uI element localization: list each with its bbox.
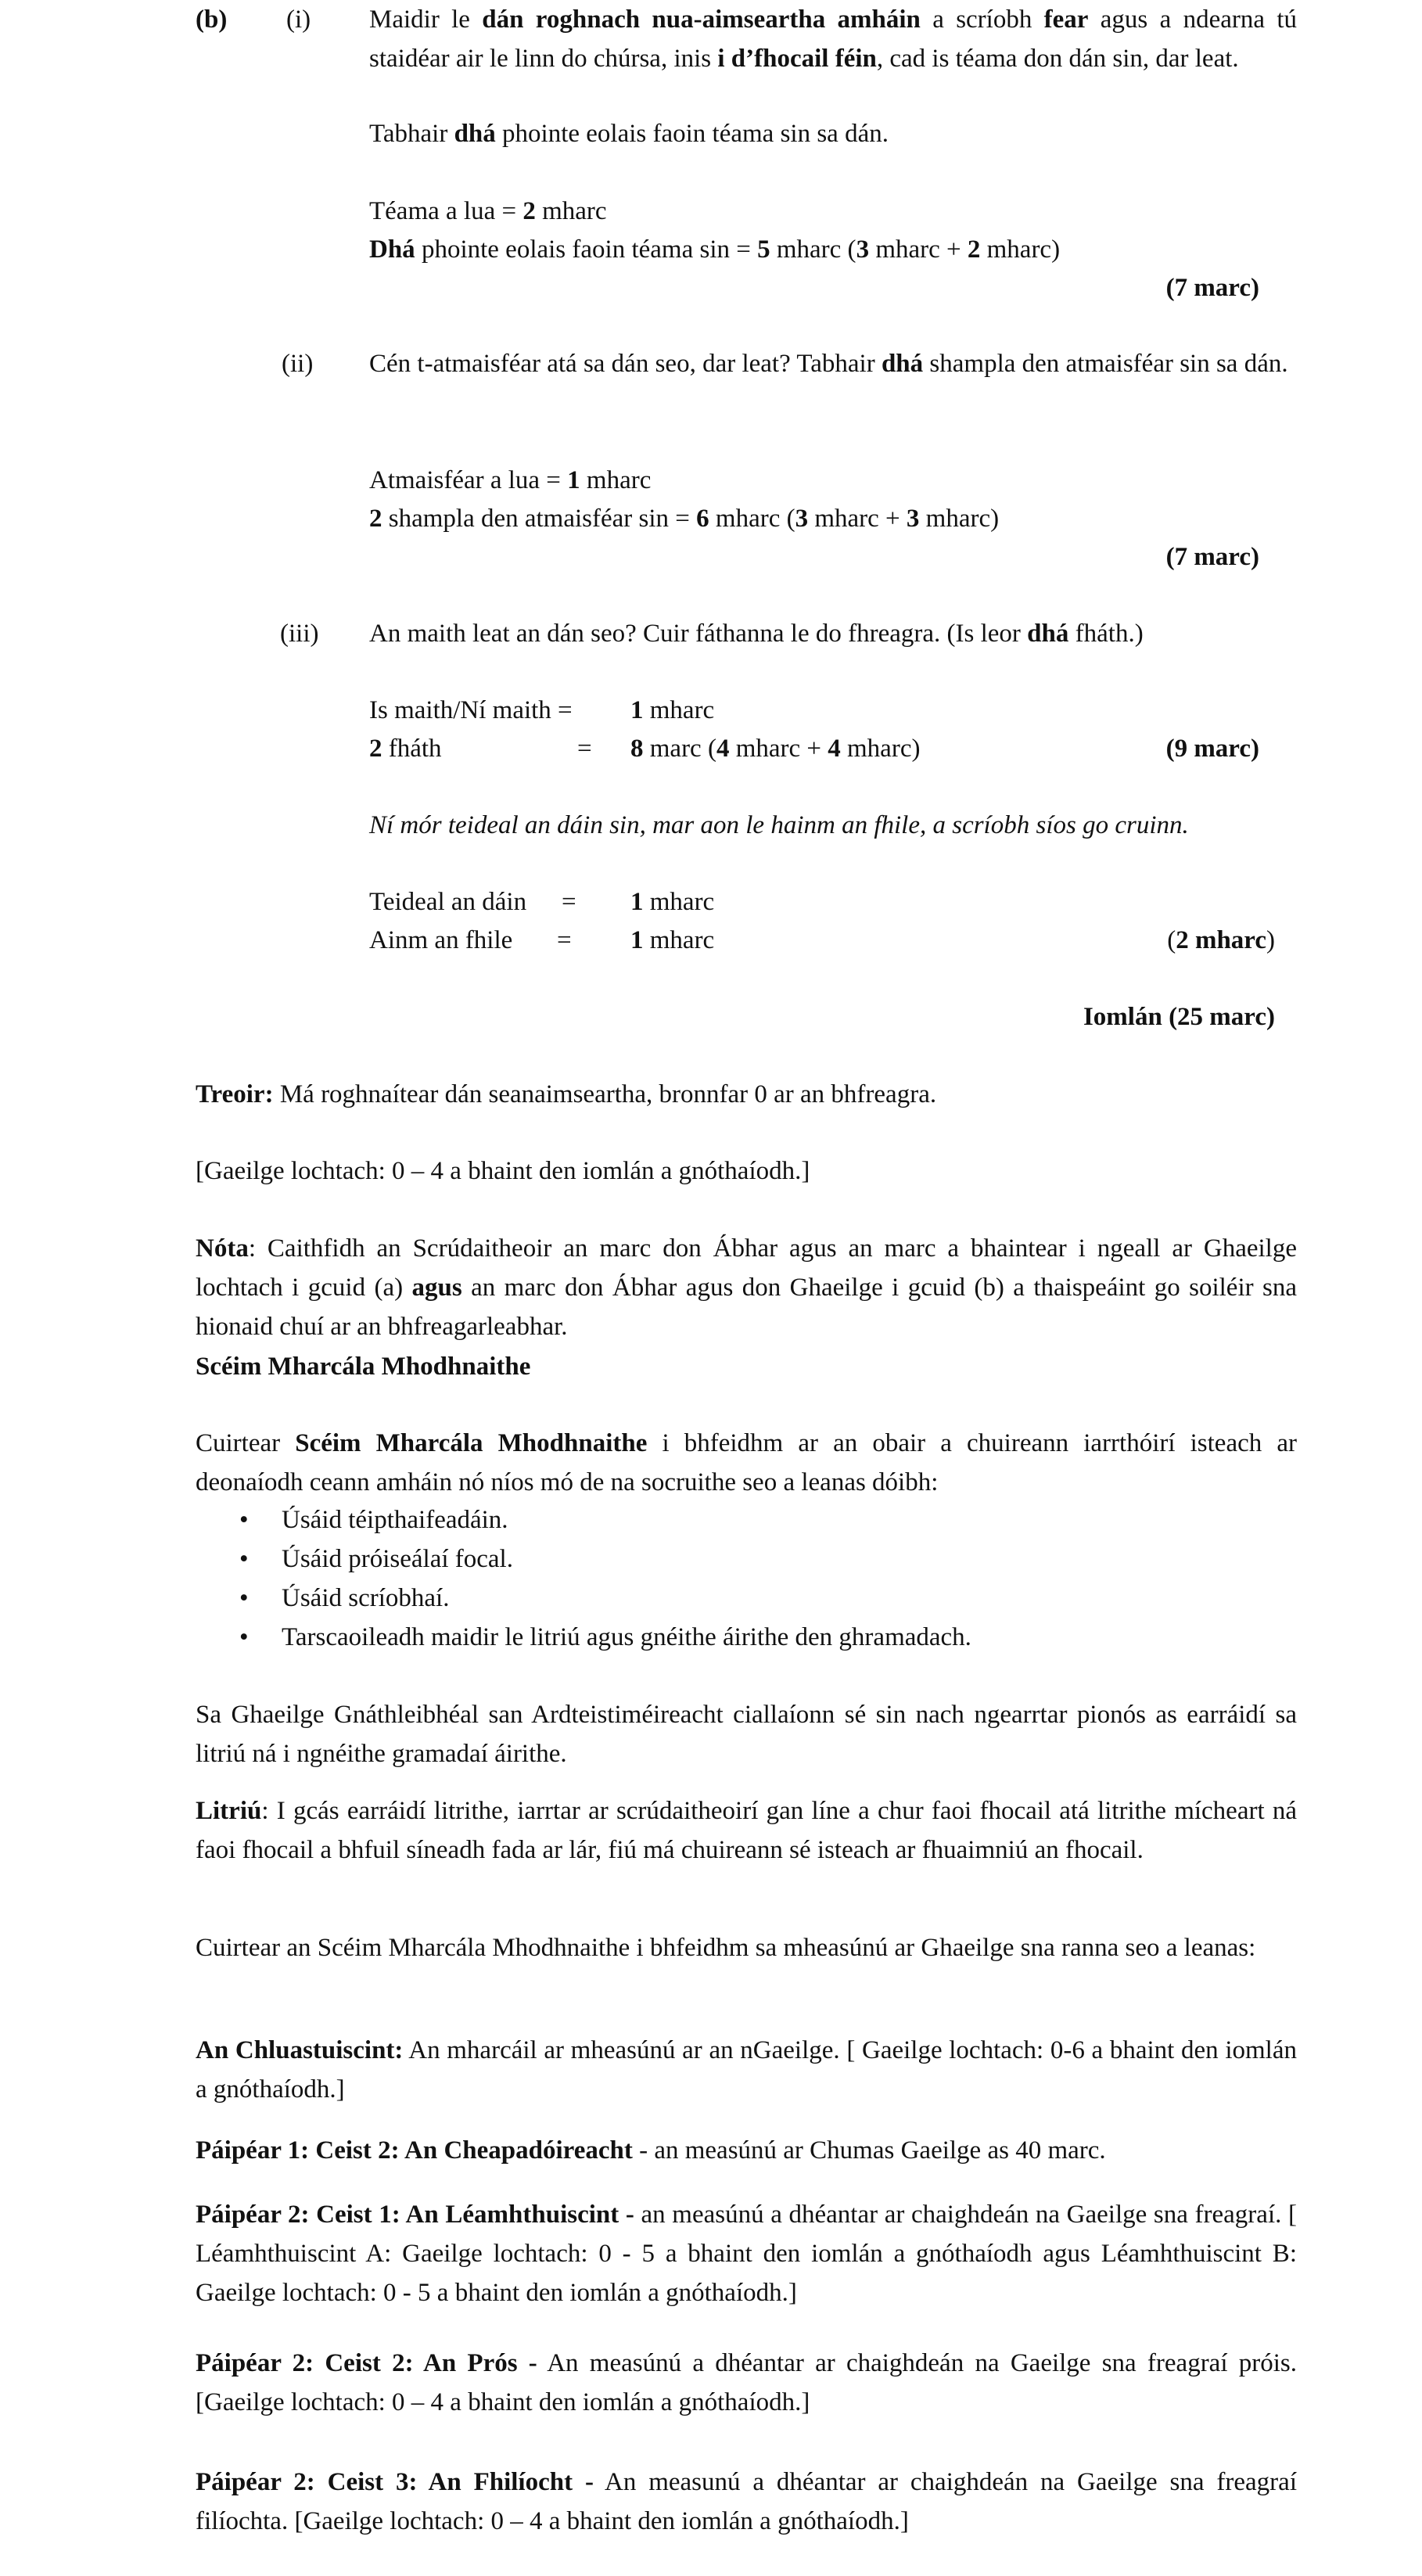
treoir-paragraph: Treoir: Má roghnaítear dán seanaimseartha, bronnfar 0 ar an bhfreagra.	[196, 1080, 937, 1108]
nota-paragraph: Nóta: Caithfidh an Scrúdaitheoir an marc don Ábhar agus an marc a bhaintear i ngeall ar Ghaeilge lochtach i gcuid (a) agus an marc don Ábhar agus don Ghaeilge i gcuid (b) a thaispeáint go soiléir sna hionaid chuí ar an bhfreagarleabhar.	[196, 1234, 1297, 1341]
paipear2-ceist3-paragraph: Páipéar 2: Ceist 3: An Fhilíocht - An measunú a dhéantar ar chaighdeán na Gaeilge sna freagraí filíochta. [Gaeilge lochtach: 0 – 4 a bhaint den iomlán a gnóthaíodh.]	[196, 2468, 1297, 2535]
marks-total: (2 mharc)	[1167, 926, 1275, 954]
bullet-icon: •	[239, 1584, 249, 1612]
gaeilge-lochtach-note: [Gaeilge lochtach: 0 – 4 a bhaint den iomlán a gnóthaíodh.]	[196, 1157, 810, 1185]
paipear1-paragraph: Páipéar 1: Ceist 2: An Cheapadóireacht - an measúnú ar Chumas Gaeilge as 40 marc.	[196, 2136, 1106, 2165]
mark-line: Atmaisféar a lua = 1 mharc	[369, 466, 652, 494]
mark-label: Ainm an fhile	[369, 926, 513, 954]
mark-value: 1 mharc	[630, 696, 715, 724]
litriu-paragraph: Litriú: I gcás earráidí litrithe, iarrtar ar scrúdaitheoirí gan líne a chur faoi fhocail atá litrithe mícheart ná faoi fhocail a bhfuil síneadh fada ar lár, fiú má chuireann sé isteach ar fhuaimniú an fhocail.	[196, 1797, 1297, 1864]
mark-value: 8 marc (4 mharc + 4 mharc)	[630, 735, 921, 763]
marks-total: (9 marc)	[1165, 735, 1259, 763]
grand-total: Iomlán (25 marc)	[1083, 1003, 1275, 1031]
italic-note: Ní mór teideal an dáin sin, mar aon le hainm an fhile, a scríobh síos go cruinn.	[369, 811, 1189, 839]
list-item: • Úsáid téipthaifeadáin.	[282, 1500, 971, 1539]
mark-label: 2 fháth	[369, 735, 442, 763]
question-i-instruction: Tabhair dhá phointe eolais faoin téama sin sa dán.	[369, 120, 889, 148]
mark-line: Téama a lua = 2 mharc	[369, 197, 607, 225]
marks-total: (7 marc)	[1165, 274, 1259, 302]
question-number-i: (i)	[286, 5, 311, 34]
question-number-ii: (ii)	[282, 350, 314, 378]
list-item: • Úsáid scríobhaí.	[282, 1579, 971, 1618]
mark-equals: =	[557, 926, 572, 954]
sceim-intro-paragraph: Cuirtear Scéim Mharcála Mhodhnaithe i bhfeidhm ar an obair a chuireann iarrthóirí isteach ar deonaíodh ceann amháin nó níos mó de na socruithe seo a leanas dóibh:	[196, 1429, 1297, 1496]
mark-line: Dhá phointe eolais faoin téama sin = 5 mharc (3 mharc + 2 mharc)	[369, 235, 1061, 264]
paipear2-ceist1-paragraph: Páipéar 2: Ceist 1: An Léamhthuiscint - an measúnú a dhéantar ar chaighdeán na Gaeilge sna freagraí. [ Léamhthuiscint A: Gaeilge lochtach: 0 - 5 a bhaint den iomlán a gnóthaíodh agus Léamhthuiscint B: Gaeilge lochtach: 0 - 5 a bhaint den iomlán a gnóthaíodh.]	[196, 2201, 1297, 2307]
mark-equals: =	[562, 888, 576, 916]
mark-equals: =	[577, 735, 592, 763]
chluastuiscint-paragraph: An Chluastuiscint: An mharcáil ar mheasúnú ar an nGaeilge. [ Gaeilge lochtach: 0-6 a bhaint den iomlán a gnóthaíodh.]	[196, 2036, 1297, 2104]
question-i-text: Maidir le dán roghnach nua-aimseartha amháin a scríobh fear agus a ndearna tú staidéar air le linn do chúrsa, inis i d’fhocail féin, cad is téama don dán sin, dar leat.	[369, 5, 1297, 73]
mark-label: Teideal an dáin	[369, 888, 527, 916]
mark-label: Is maith/Ní maith =	[369, 696, 573, 724]
bullet-icon: •	[239, 1623, 249, 1651]
list-item: • Tarscaoileadh maidir le litriú agus gnéithe áirithe den ghramadach.	[282, 1618, 971, 1657]
question-iii-text: An maith leat an dán seo? Cuir fáthanna le do fhreagra. (Is leor dhá fháth.)	[369, 620, 1144, 648]
marks-total: (7 marc)	[1165, 543, 1259, 571]
question-ii-text: Cén t-atmaisféar atá sa dán seo, dar leat? Tabhair dhá shampla den atmaisféar sin sa dán.	[369, 350, 1288, 378]
bullet-icon: •	[239, 1506, 249, 1534]
cuirtear-paragraph: Cuirtear an Scéim Mharcála Mhodhnaithe i bhfeidhm sa mheasúnú ar Ghaeilge sna ranna seo a leanas:	[196, 1934, 1256, 1962]
mark-value: 1 mharc	[630, 926, 715, 954]
list-item: • Úsáid próiseálaí focal.	[282, 1539, 971, 1579]
bullet-icon: •	[239, 1545, 249, 1573]
section-heading: Scéim Mharcála Mhodhnaithe	[196, 1353, 531, 1381]
ardteist-paragraph: Sa Ghaeilge Gnáthleibhéal san Ardteistiméireacht ciallaíonn sé sin nach ngearrtar pionós as earráidí sa litriú ná i ngnéithe gramadaí áirithe.	[196, 1701, 1297, 1768]
question-number-iii: (iii)	[280, 620, 319, 648]
bullet-list	[239, 1500, 971, 1657]
mark-value: 1 mharc	[630, 888, 715, 916]
mark-line: 2 shampla den atmaisféar sin = 6 mharc (3 mharc + 3 mharc)	[369, 505, 1000, 533]
part-label: (b)	[196, 5, 228, 34]
paipear2-ceist2-paragraph: Páipéar 2: Ceist 2: An Prós - An measúnú a dhéantar ar chaighdeán na Gaeilge sna freagraí próis. [Gaeilge lochtach: 0 – 4 a bhaint den iomlán a gnóthaíodh.]	[196, 2349, 1297, 2416]
